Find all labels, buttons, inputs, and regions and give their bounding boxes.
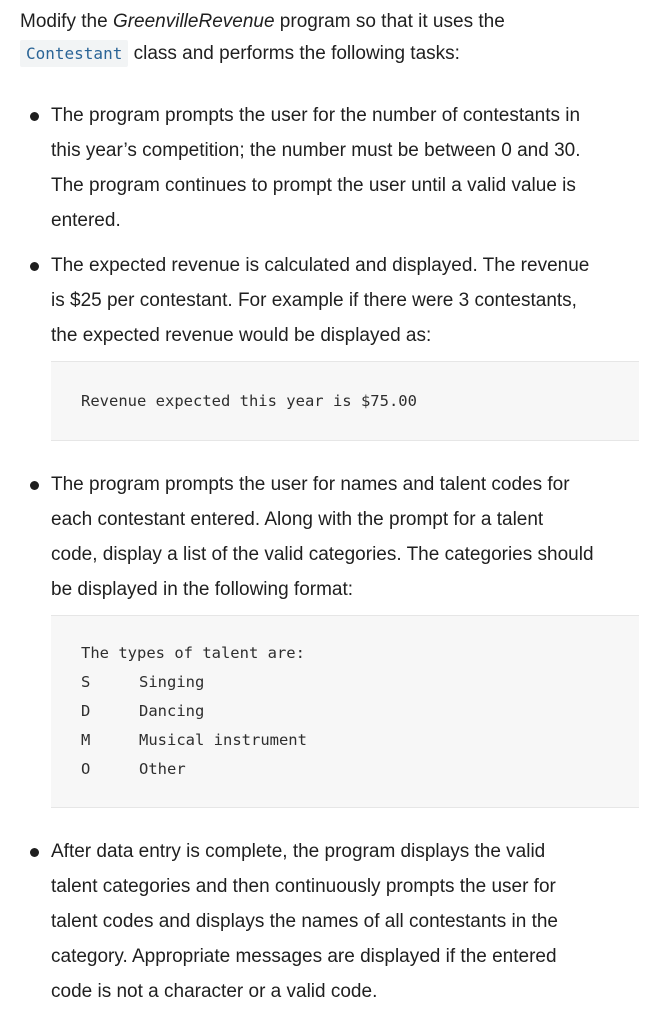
revenue-code-block [51,361,639,441]
bullet-icon [30,112,39,121]
intro-prefix: Modify the [20,11,113,32]
task-line: is $25 per contestant. For example if there were 3 contestants, [51,290,577,311]
category-row [81,755,639,784]
intro-line1-suffix: program so that it uses the [274,11,505,32]
program-name: GreenvilleRevenue [112,11,275,32]
task-line: talent codes and displays the names of all contestants in the [51,911,558,932]
category-row [81,726,639,755]
task-line: The program prompts the user for the number of contestants in [51,105,581,126]
task-line: code is not a character or a valid code. [51,981,378,1002]
category-name: Other [139,760,186,778]
bullet-icon [30,262,39,271]
task-line: talent categories and then continuously prompts the user for [51,876,556,897]
task-line: be displayed in the following format: [51,579,354,600]
task-line: the expected revenue would be displayed as: [51,325,432,346]
task-item-talent-codes [20,467,639,808]
task-line: this year’s competition; the number must be between 0 and 30. [51,140,581,161]
task-line: entered. [51,210,121,231]
category-code: D [81,702,91,720]
category-row [81,697,639,726]
category-name: Singing [139,673,205,691]
category-code: O [81,760,91,778]
category-code: S [81,673,91,691]
category-name: Dancing [139,702,205,720]
task-line: The program continues to prompt the user until a valid value is [51,175,576,196]
task-line: category. Appropriate messages are displayed if the entered [51,946,557,967]
category-code: M [81,731,91,749]
code-header: The types of talent are: [81,644,305,662]
intro-paragraph [20,6,639,70]
task-list [20,98,639,1009]
task-item-category-search [20,834,639,1009]
categories-code-block [51,615,639,808]
bullet-icon [30,848,39,857]
code-header-line [81,639,639,668]
bullet-icon [30,481,39,490]
revenue-code-line: Revenue expected this year is $75.00 [81,392,417,410]
task-line: The program prompts the user for names and talent codes for [51,474,570,495]
task-item-expected-revenue [20,248,639,441]
category-name: Musical instrument [139,731,307,749]
category-row [81,668,639,697]
task-line: code, display a list of the valid categories. The categories should [51,544,594,565]
intro-line2-suffix: class and performs the following tasks: [128,43,460,64]
task-line: The expected revenue is calculated and displayed. The revenue [51,255,590,276]
task-line: After data entry is complete, the program displays the valid [51,841,546,862]
task-line: each contestant entered. Along with the prompt for a talent [51,509,544,530]
class-name-code: Contestant [20,40,128,67]
task-item-contestant-count [20,98,639,238]
